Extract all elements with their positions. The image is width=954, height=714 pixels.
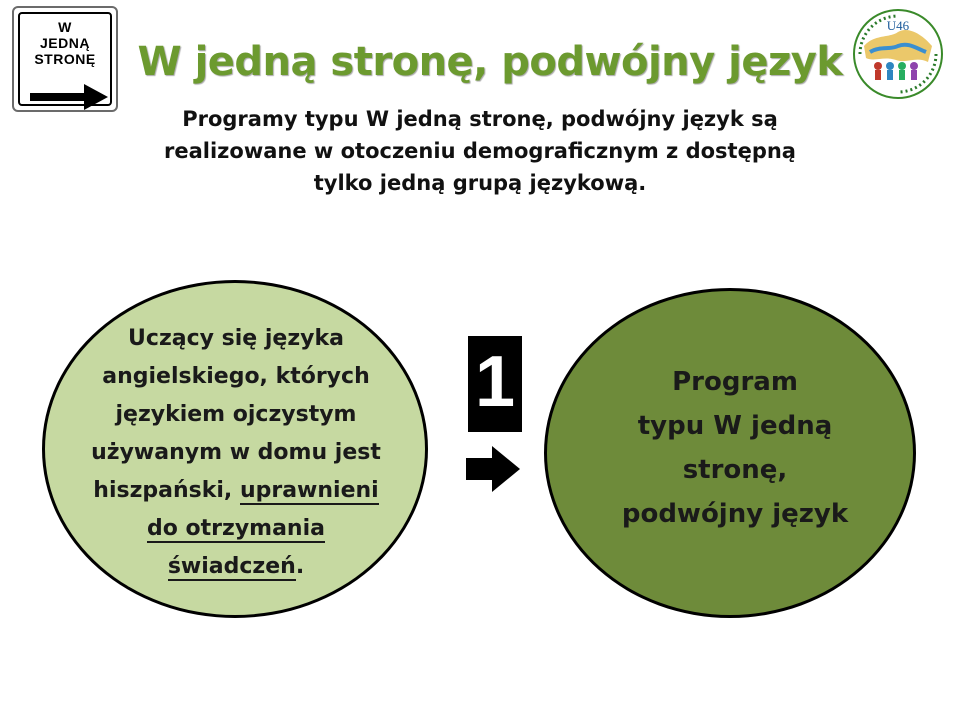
right-arrow-icon [466, 444, 522, 494]
page-title: W jedną stronę, podwójny język [137, 39, 843, 85]
sign-line-3: STRONĘ [34, 51, 96, 67]
learners-line-2: angielskiego, których [102, 364, 370, 389]
learners-line-1: Uczący się języka [128, 326, 344, 351]
learners-line-4: używanym w domu jest [91, 440, 381, 465]
program-line-1: Program [672, 367, 798, 397]
learners-line-6 [62, 510, 410, 548]
program-line-2: typu W jedną [637, 411, 833, 441]
u46-logo [850, 6, 946, 102]
number-box [468, 336, 522, 432]
program-line-3: stronę, [682, 455, 788, 485]
logo-text: U46 [886, 18, 910, 33]
sign-border [18, 12, 112, 106]
one-way-sign [12, 6, 118, 112]
subtitle-line-3: tylko jedną grupą językową. [313, 171, 647, 195]
learners-line-7 [62, 548, 410, 586]
eligible-underlined: uprawnieni [239, 478, 379, 503]
receive-underlined: do otrzymania [147, 516, 325, 541]
benefits-underlined: świadczeń [167, 554, 296, 579]
learners-line-7-tail: . [295, 554, 305, 579]
program-line-4: podwójny język [621, 499, 849, 529]
subtitle-line-1: Programy typu W jedną stronę, podwójny język są [182, 107, 778, 131]
learners-line-3: językiem ojczystym [115, 402, 357, 427]
subtitle-line-2: realizowane w otoczeniu demograficznym z dostępną [164, 139, 796, 163]
learners-line-5-plain: hiszpański, [93, 478, 240, 503]
subtitle [100, 103, 860, 199]
learners-text [62, 320, 410, 586]
right-arrow-icon [30, 84, 110, 110]
number-one: 1 [474, 342, 516, 422]
program-text [580, 360, 890, 536]
sign-line-2: JEDNĄ [40, 35, 90, 51]
sign-line-1: W [58, 19, 72, 35]
learners-line-5 [62, 472, 410, 510]
